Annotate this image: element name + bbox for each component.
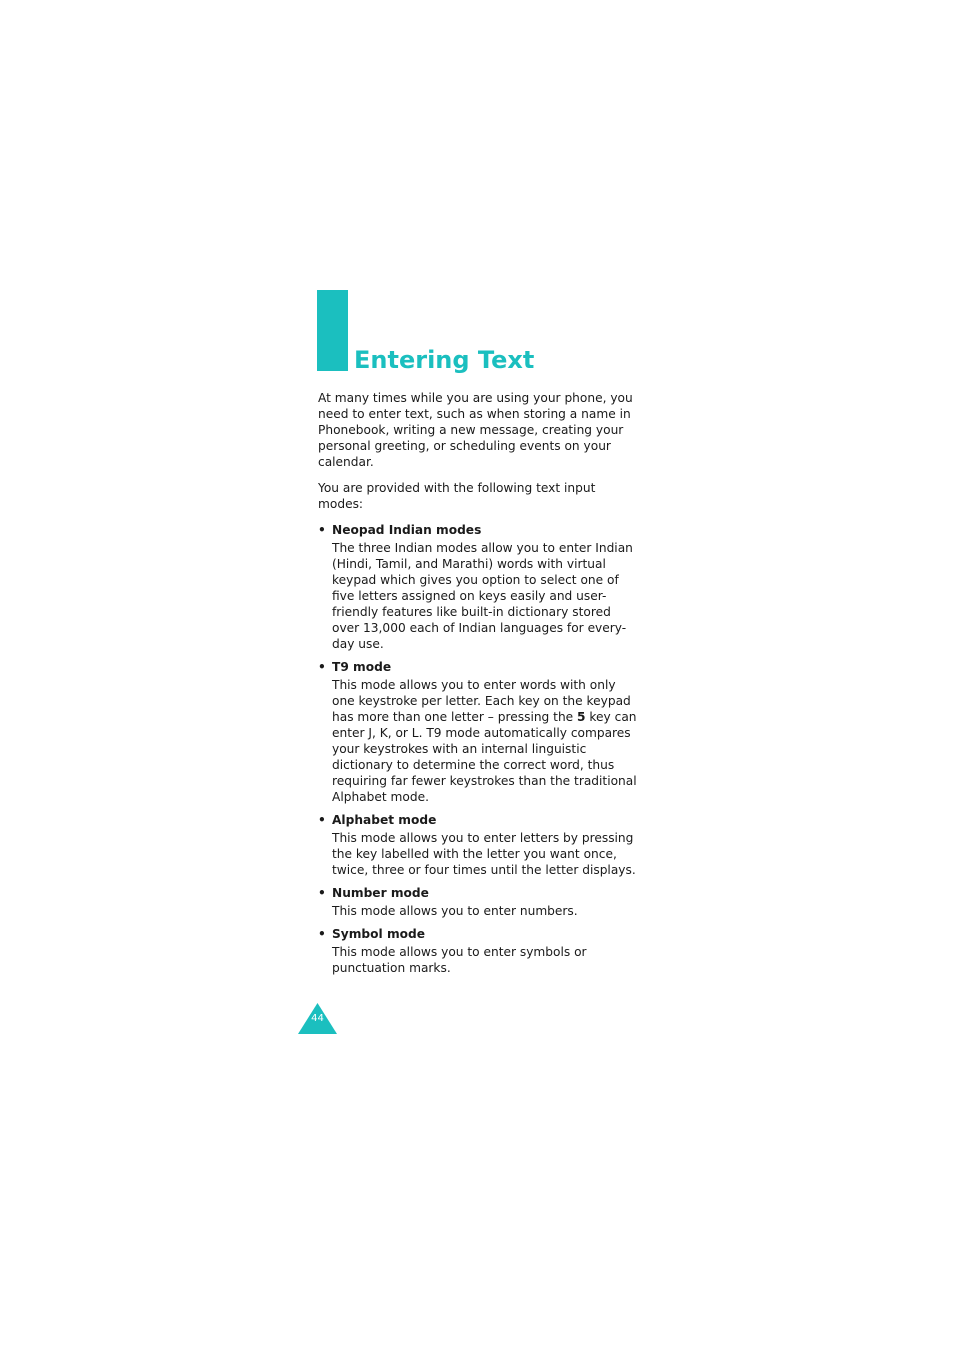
key-label: 5 [577,710,586,724]
mode-description: This mode allows you to enter symbols or punctuation marks. [332,945,587,975]
list-item-symbol [318,926,640,976]
page-title: Entering Text [354,346,535,374]
section-accent-bar [317,290,348,371]
bullet-icon: • [318,927,326,941]
mode-description: This mode allows you to enter letters by pressing the key labelled with the letter you want once, twice, three or four times until the letter displays. [332,831,636,877]
bullet-icon: • [318,886,326,900]
mode-title: Number mode [332,886,429,900]
description-text: This mode allows you to enter words with only one keystroke per letter. Each key on the keypad has more than one letter – pressing the [332,678,631,724]
description-text: key can enter J, K, or L. T9 mode automatically compares your keystrokes with an internal linguistic dictionary to determine the correct word, thus requiring far fewer keystrokes than the traditional Alphabet mode. [332,710,637,804]
bullet-icon: • [318,660,326,674]
mode-description [332,677,640,805]
mode-title: Symbol mode [332,927,426,941]
page-number: 44 [311,1013,324,1024]
list-item-t9 [318,659,640,805]
intro-paragraph: You are provided with the following text input modes: [318,481,596,511]
bullet-icon: • [318,523,326,537]
list-item-number [318,885,640,919]
mode-description: The three Indian modes allow you to enter Indian (Hindi, Tamil, and Marathi) words with virtual keypad which gives you option to select one of five letters assigned on keys easily and user- friendly features like built-in dictionary stored over 13,000 each of Indian languages for every- day use. [332,541,633,651]
mode-description: This mode allows you to enter numbers. [332,904,578,918]
mode-title: T9 mode [332,660,392,674]
body-content [318,390,640,983]
mode-title: Alphabet mode [332,813,437,827]
list-item-alphabet [318,812,640,878]
bullet-icon: • [318,813,326,827]
list-item-neopad [318,522,640,652]
mode-title: Neopad Indian modes [332,523,482,537]
intro-paragraph: At many times while you are using your phone, you need to enter text, such as when storing a name in Phonebook, writing a new message, creating your personal greeting, or scheduling events on your calendar. [318,391,633,469]
